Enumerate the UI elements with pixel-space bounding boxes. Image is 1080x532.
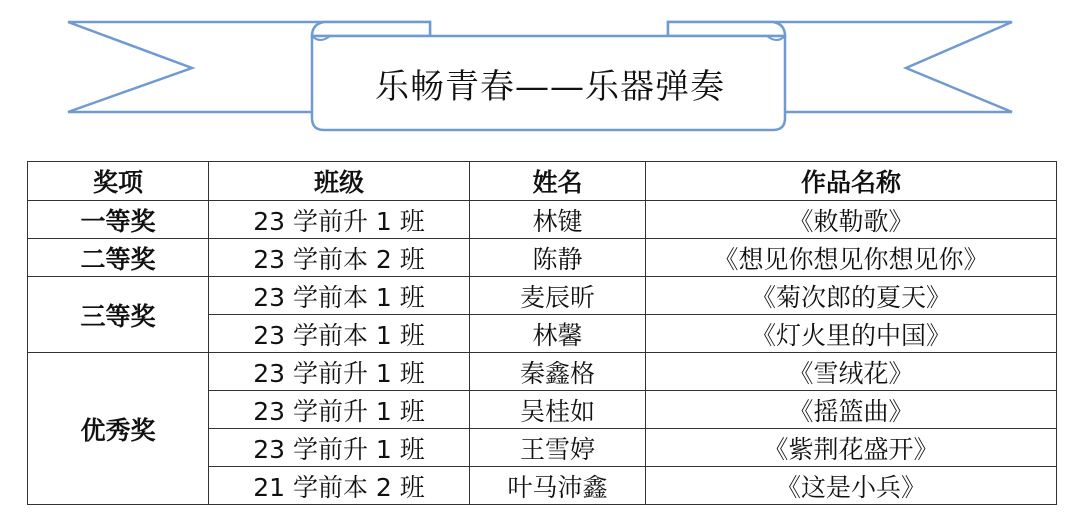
banner-right-fold [668, 22, 785, 36]
work-cell: 《紫荆花盛开》 [646, 429, 1057, 467]
header-work: 作品名称 [646, 162, 1057, 201]
work-cell: 《想见你想见你想见你》 [646, 239, 1057, 277]
award-excellence: 优秀奖 [28, 353, 209, 505]
name-cell: 叶马沛鑫 [470, 467, 646, 505]
name-cell: 陈静 [470, 239, 646, 277]
header-class: 班级 [209, 162, 470, 201]
class-cell: 21 学前本 2 班 [209, 467, 470, 505]
class-cell: 23 学前本 1 班 [209, 277, 470, 315]
work-cell: 《灯火里的中国》 [646, 315, 1057, 353]
work-cell: 《这是小兵》 [646, 467, 1057, 505]
table-row [28, 201, 1057, 239]
table-row [28, 277, 1057, 315]
class-cell: 23 学前本 2 班 [209, 239, 470, 277]
class-cell: 23 学前本 1 班 [209, 315, 470, 353]
name-cell: 林键 [470, 201, 646, 239]
class-cell: 23 学前升 1 班 [209, 201, 470, 239]
work-cell: 《摇篮曲》 [646, 391, 1057, 429]
award-first: 一等奖 [28, 201, 209, 239]
class-cell: 23 学前升 1 班 [209, 353, 470, 391]
header-name: 姓名 [470, 162, 646, 201]
work-cell: 《菊次郎的夏天》 [646, 277, 1057, 315]
name-cell: 林馨 [470, 315, 646, 353]
table-row [28, 353, 1057, 391]
class-cell: 23 学前升 1 班 [209, 429, 470, 467]
award-second: 二等奖 [28, 239, 209, 277]
awards-table [27, 161, 1057, 505]
work-cell: 《雪绒花》 [646, 353, 1057, 391]
table-header-row [28, 162, 1057, 201]
name-cell: 秦鑫格 [470, 353, 646, 391]
table-row [28, 239, 1057, 277]
name-cell: 吴桂如 [470, 391, 646, 429]
class-cell: 23 学前升 1 班 [209, 391, 470, 429]
page-title: 乐畅青春——乐器弹奏 [375, 67, 725, 107]
award-third: 三等奖 [28, 277, 209, 353]
name-cell: 麦辰昕 [470, 277, 646, 315]
name-cell: 王雪婷 [470, 429, 646, 467]
work-cell: 《敕勒歌》 [646, 201, 1057, 239]
header-award: 奖项 [28, 162, 209, 201]
banner-left-fold [312, 22, 430, 36]
